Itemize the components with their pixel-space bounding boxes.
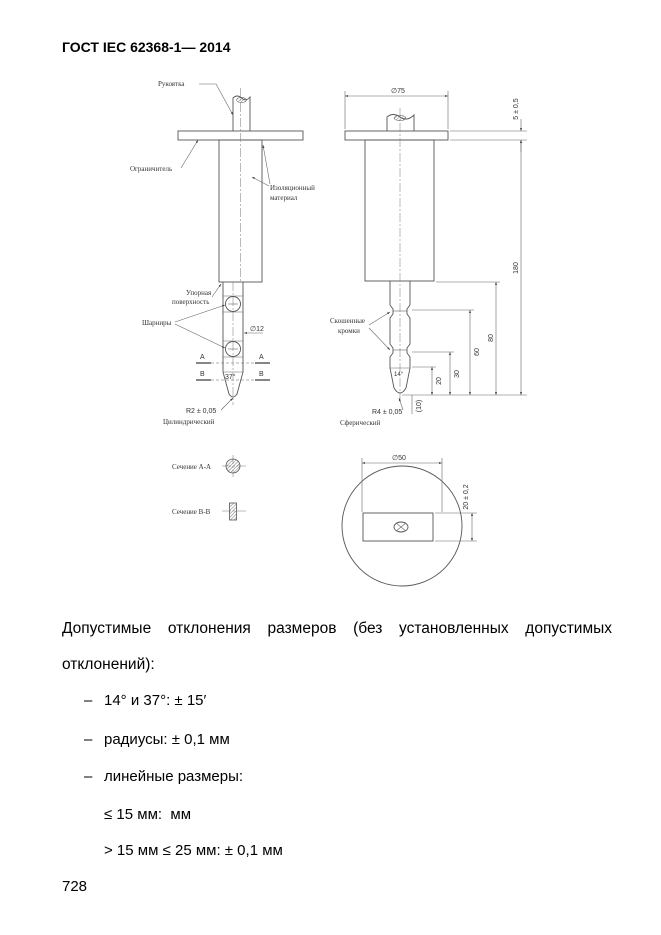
stop-surface-label-line2: поверхность: [172, 298, 210, 306]
tolerance-item-text: 14° и 37°: ± 15′: [104, 692, 207, 709]
diameter-50-label: ∅50: [392, 455, 406, 462]
section-a-mark-right: А: [259, 354, 264, 361]
chamfered-edges-leader-lower: [369, 328, 390, 350]
list-dash: –: [84, 768, 93, 785]
joints-label: Шарниры: [142, 319, 172, 327]
chamfered-edges-label-line2: кромки: [338, 327, 360, 335]
guard-label: Ограничитель: [130, 165, 173, 173]
tip-angle-14-label: 14°: [394, 372, 404, 378]
insulation-leader-body: [252, 177, 269, 186]
stop-surface-label-line1: Упорная: [186, 289, 212, 297]
tip-radius-r2-label: R2 ± 0,05: [186, 408, 217, 415]
slot-width-label: 20 ± 0,2: [463, 484, 470, 510]
length-20-label: 20: [436, 377, 443, 385]
tolerance-item-linear: [84, 767, 243, 787]
list-dash: –: [84, 731, 93, 748]
insulation-leader-guard: [263, 145, 270, 184]
insulation-label-line1: Изоляционный: [270, 184, 315, 192]
length-180-label: 180: [513, 262, 520, 274]
section-b-b-shape: [230, 503, 237, 520]
insulating-body-side: [365, 140, 434, 281]
chamfered-edges-leader-upper: [369, 312, 390, 325]
section-b-b-label: Сечение В-В: [172, 508, 211, 516]
guard-thickness-label: 5 ± 0,5: [513, 98, 520, 120]
section-a-mark-left: А: [200, 354, 205, 361]
guard-diameter-label: ∅75: [391, 88, 405, 95]
tolerance-item-text: линейные размеры:: [104, 768, 244, 785]
length-30-label: 30: [454, 370, 461, 378]
tolerances-intro: Допустимые отклонения размеров (без установленных допустимых отклонений):: [62, 620, 612, 673]
tolerance-item-text: радиусы: ± 0,1 мм: [104, 731, 230, 748]
tolerance-sub-item-le-15: ≤ 15 мм: мм: [104, 806, 192, 823]
list-dash: –: [84, 692, 93, 709]
page-number: 728: [62, 878, 88, 895]
guard-leader: [181, 140, 198, 168]
section-a-a-label: Сечение А-А: [172, 463, 212, 471]
stop-surface-leader: [212, 284, 221, 297]
finger-slot: [363, 513, 433, 541]
bottom-view: [342, 455, 477, 586]
handle-break-mark: [237, 97, 247, 102]
tolerance-item-angles: [84, 691, 206, 711]
tip-angle-37-label: 37°: [225, 374, 236, 381]
right-view: [330, 88, 527, 427]
left-view: [130, 80, 315, 426]
insulation-label-line2: материал: [270, 194, 298, 202]
length-60-label: 60: [474, 348, 481, 356]
section-a-a: [172, 455, 247, 477]
joints-leader-upper: [175, 305, 225, 322]
tip-radius-r2-leader: [221, 398, 233, 410]
length-80-label: 80: [488, 334, 495, 342]
length-10-label: (10): [416, 399, 423, 413]
section-b-b: [172, 503, 247, 520]
section-b-mark-right: В: [259, 371, 264, 378]
tolerance-sub-item-15-25: > 15 мм ≤ 25 мм: ± 0,1 мм: [104, 842, 283, 859]
section-b-mark-left: В: [200, 371, 205, 378]
guard-plate-side: [345, 131, 448, 140]
tolerance-item-radii: [84, 730, 230, 750]
handle-leader: [199, 84, 233, 115]
tip-radius-r4-label: R4 ± 0,05: [372, 409, 403, 416]
tip-shape-cylindrical-label: Цилиндрический: [163, 418, 215, 426]
section-a-a-shape: [226, 459, 240, 473]
joints-leader-lower: [175, 324, 225, 348]
document-header: ГОСТ IEC 62368-1— 2014: [62, 39, 231, 55]
handle-label: Рукоятка: [158, 80, 185, 88]
finger-diameter-label: ∅12: [250, 326, 264, 333]
chamfered-edges-label-line1: Скошенные: [330, 317, 366, 325]
tip-shape-spherical-label: Сферический: [340, 419, 381, 427]
